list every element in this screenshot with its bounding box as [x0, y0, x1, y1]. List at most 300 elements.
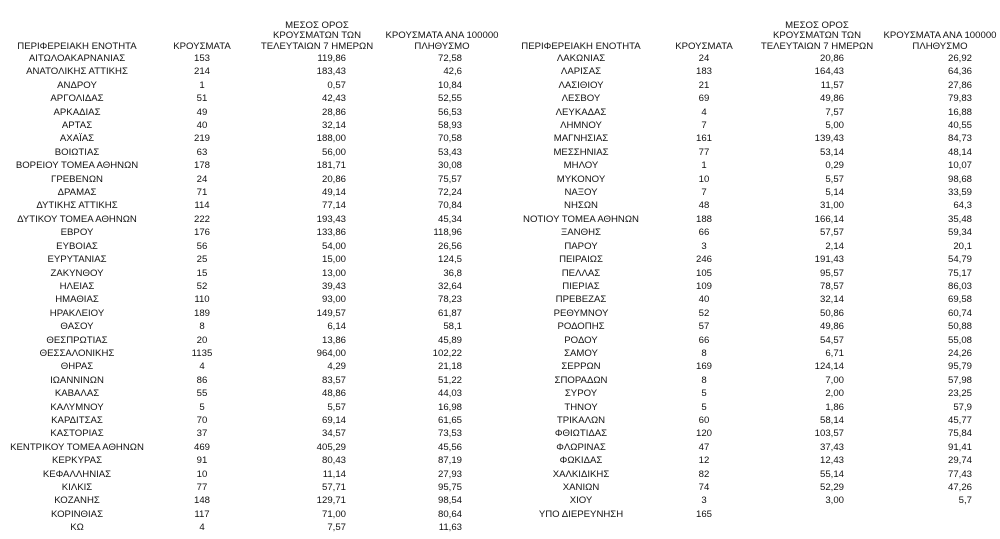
cases-per-100000-cell: 35,48	[947, 213, 972, 225]
cases-per-100000-cell: 20,1	[953, 240, 972, 252]
table-row	[2, 468, 502, 481]
region-name-cell: ΘΕΣΣΑΛΟΝΙΚΗΣ	[39, 347, 115, 359]
region-name-cell: ΜΕΣΣΗΝΙΑΣ	[553, 146, 609, 158]
table-row	[2, 334, 502, 347]
avg-7-days-cell: 5,14	[825, 187, 844, 199]
table-row	[506, 347, 998, 360]
avg-7-days-cell: 193,43	[316, 213, 346, 225]
cases-cell: 25	[196, 254, 208, 266]
cases-per-100000-cell: 70,84	[437, 200, 462, 212]
region-name-cell: ΑΝΔΡΟΥ	[57, 79, 97, 91]
cases-per-100000-cell: 11,63	[438, 522, 462, 534]
region-name-cell: ΚΟΡΙΝΘΙΑΣ	[50, 508, 104, 520]
avg-7-days-cell: 405,29	[316, 441, 346, 453]
cases-per-100000-cell: 48,14	[947, 146, 972, 158]
avg-7-days-cell: 4,29	[327, 361, 346, 373]
table-row	[2, 401, 502, 414]
cases-cell: 7	[701, 187, 707, 199]
right-header-row	[506, 10, 998, 52]
avg-7-days-cell: 48,86	[321, 388, 346, 400]
table-row	[506, 226, 998, 239]
cases-per-100000-cell: 95,79	[947, 361, 972, 373]
table-row	[506, 79, 998, 92]
table-row	[2, 414, 502, 427]
region-name-cell: ΒΟΡΕΙΟΥ ΤΟΜΕΑ ΑΘΗΝΩΝ	[15, 160, 139, 172]
avg-7-days-cell: 2,00	[825, 388, 844, 400]
table-row	[506, 186, 998, 199]
cases-per-100000-cell: 118,96	[433, 227, 462, 239]
region-name-cell: ΕΥΡΥΤΑΝΙΑΣ	[47, 254, 107, 266]
header-cases-per-100000: ΚΡΟΥΣΜΑΤΑ ΑΝΑ 100000 ΠΛΗΘΥΣΜΟ	[385, 30, 499, 52]
avg-7-days-cell: 49,14	[321, 187, 346, 199]
region-name-cell: ΝΟΤΙΟΥ ΤΟΜΕΑ ΑΘΗΝΩΝ	[523, 213, 639, 225]
table-row	[2, 320, 502, 333]
cases-cell: 4	[701, 106, 707, 118]
cases-per-100000-cell: 23,25	[947, 388, 972, 400]
avg-7-days-cell: 964,00	[316, 347, 346, 359]
avg-7-days-cell: 103,57	[814, 428, 844, 440]
table-row	[506, 293, 998, 306]
avg-7-days-cell: 37,43	[819, 441, 844, 453]
region-name-cell: ΛΗΜΝΟΥ	[560, 120, 602, 132]
cases-cell: 82	[698, 468, 710, 480]
region-name-cell: ΗΛΕΙΑΣ	[59, 280, 95, 292]
cases-cell: 120	[695, 428, 712, 440]
avg-7-days-cell: 1,86	[825, 401, 844, 413]
region-name-cell: ΞΑΝΘΗΣ	[561, 227, 601, 239]
cases-per-100000-cell: 64,36	[947, 66, 972, 78]
avg-7-days-cell: 57,71	[321, 482, 346, 493]
cases-cell: 60	[698, 414, 710, 426]
cases-per-100000-cell: 69,58	[947, 294, 972, 306]
region-name-cell: ΛΑΡΙΣΑΣ	[560, 66, 602, 78]
region-name-cell: ΛΑΣΙΘΙΟΥ	[558, 79, 604, 91]
region-name-cell: ΧΑΛΚΙΔΙΚΗΣ	[552, 468, 610, 480]
region-name-cell: ΡΟΔΟΥ	[564, 334, 598, 346]
cases-per-100000-cell: 10,07	[947, 160, 972, 172]
region-name-cell: ΧΙΟΥ	[569, 495, 593, 507]
table-row	[506, 441, 998, 454]
cases-per-100000-cell: 77,43	[947, 468, 972, 480]
table-row	[2, 347, 502, 360]
cases-per-100000-cell: 45,77	[947, 414, 972, 426]
table-row	[506, 159, 998, 172]
cases-cell: 71	[196, 187, 208, 199]
cases-cell: 5	[199, 401, 205, 413]
table-row	[2, 387, 502, 400]
avg-7-days-cell: 149,57	[316, 307, 346, 319]
avg-7-days-cell: 54,57	[819, 334, 844, 346]
cases-per-100000-cell: 57,9	[953, 401, 972, 413]
cases-per-100000-cell: 64,3	[953, 200, 972, 212]
region-name-cell: ΣΕΡΡΩΝ	[561, 361, 601, 373]
avg-7-days-cell: 80,43	[321, 455, 346, 467]
avg-7-days-cell: 28,86	[321, 106, 346, 118]
cases-per-100000-cell: 52,55	[437, 93, 462, 105]
cases-per-100000-cell: 47,26	[947, 482, 972, 493]
region-name-cell: ΗΡΑΚΛΕΙΟΥ	[49, 307, 105, 319]
table-row	[2, 427, 502, 440]
cases-per-100000-cell: 16,88	[947, 106, 972, 118]
cases-cell: 20	[196, 334, 208, 346]
cases-cell: 48	[698, 200, 710, 212]
cases-per-100000-cell: 30,08	[437, 160, 462, 172]
cases-per-100000-cell: 75,57	[437, 173, 462, 185]
region-name-cell: ΣΑΜΟΥ	[564, 347, 598, 359]
table-row	[506, 65, 998, 78]
region-name-cell: ΕΒΡΟΥ	[60, 227, 94, 239]
table-row	[506, 92, 998, 105]
header-region: ΠΕΡΙΦΕΡΕΙΑΚΗ ΕΝΟΤΗΤΑ	[521, 40, 641, 52]
cases-per-100000-cell: 80,64	[437, 508, 462, 520]
table-row	[2, 226, 502, 239]
table-row	[506, 320, 998, 333]
table-row	[2, 454, 502, 467]
table-row	[506, 374, 998, 387]
cases-cell: 109	[695, 280, 712, 292]
table-row	[2, 360, 502, 373]
cases-cell: 3	[701, 495, 707, 507]
avg-7-days-cell: 166,14	[814, 213, 844, 225]
cases-per-100000-cell: 27,93	[437, 468, 462, 480]
cases-cell: 105	[695, 267, 712, 279]
region-name-cell: ΝΗΣΩΝ	[564, 200, 598, 212]
cases-per-100000-cell: 33,59	[947, 187, 972, 199]
table-row	[2, 199, 502, 212]
avg-7-days-cell: 6,14	[327, 321, 346, 333]
cases-cell: 37	[196, 428, 208, 440]
table-row	[2, 106, 502, 119]
avg-7-days-cell: 0,29	[825, 160, 844, 172]
cases-per-100000-cell: 40,55	[947, 120, 972, 132]
header-cases: ΚΡΟΥΣΜΑΤΑ	[173, 40, 231, 52]
cases-per-100000-cell: 84,73	[947, 133, 972, 145]
cases-cell: 222	[193, 213, 210, 225]
cases-per-100000-cell: 36,8	[443, 267, 462, 279]
table-row	[506, 427, 998, 440]
cases-cell: 56	[196, 240, 208, 252]
table-row	[506, 280, 998, 293]
avg-7-days-cell: 32,14	[321, 120, 346, 132]
region-name-cell: ΘΗΡΑΣ	[60, 361, 94, 373]
cases-cell: 148	[193, 495, 210, 507]
table-row	[506, 508, 998, 521]
cases-per-100000-cell: 61,87	[437, 307, 462, 319]
cases-per-100000-cell: 102,22	[432, 347, 462, 359]
region-name-cell: ΜΑΓΝΗΣΙΑΣ	[553, 133, 609, 145]
cases-cell: 189	[193, 307, 210, 319]
avg-7-days-cell: 78,57	[819, 280, 844, 292]
table-row	[506, 360, 998, 373]
avg-7-days-cell: 13,00	[321, 267, 346, 279]
region-name-cell: ΠΑΡΟΥ	[564, 240, 598, 252]
table-row	[506, 468, 998, 481]
avg-7-days-cell: 55,14	[819, 468, 844, 480]
cases-cell: 1	[701, 160, 707, 172]
cases-cell: 4	[199, 522, 205, 534]
region-name-cell: ΠΙΕΡΙΑΣ	[562, 280, 600, 292]
avg-7-days-cell: 129,71	[316, 495, 346, 507]
cases-per-100000-cell: 78,23	[437, 294, 462, 306]
region-name-cell: ΚΟΖΑΝΗΣ	[54, 495, 100, 507]
region-name-cell: ΠΡΕΒΕΖΑΣ	[555, 294, 607, 306]
cases-cell: 4	[199, 361, 205, 373]
cases-per-100000-cell: 98,68	[947, 173, 972, 185]
avg-7-days-cell: 139,43	[814, 133, 844, 145]
region-name-cell: ΚΑΒΑΛΑΣ	[54, 388, 100, 400]
region-name-cell: ΠΕΙΡΑΙΩΣ	[559, 254, 603, 266]
cases-per-100000-cell: 79,83	[947, 93, 972, 105]
cases-cell: 15	[196, 267, 208, 279]
table-row	[2, 293, 502, 306]
cases-per-100000-cell: 87,19	[437, 455, 462, 467]
cases-cell: 117	[194, 508, 210, 520]
cases-per-100000-cell: 56,53	[437, 106, 462, 118]
table-row	[506, 481, 998, 494]
cases-cell: 7	[701, 120, 707, 132]
table-row	[2, 481, 502, 494]
left-table	[2, 10, 502, 535]
avg-7-days-cell: 20,86	[321, 173, 346, 185]
region-name-cell: ΔΡΑΜΑΣ	[57, 187, 97, 199]
avg-7-days-cell: 12,43	[819, 455, 844, 467]
avg-7-days-cell: 53,14	[819, 146, 844, 158]
avg-7-days-cell: 13,86	[321, 334, 346, 346]
cases-cell: 246	[695, 254, 712, 266]
cases-per-100000-cell: 73,53	[437, 428, 462, 440]
avg-7-days-cell: 133,86	[316, 227, 346, 239]
region-name-cell: ΔΥΤΙΚΗΣ ΑΤΤΙΚΗΣ	[36, 200, 118, 212]
cases-cell: 77	[698, 146, 710, 158]
cases-per-100000-cell: 32,64	[437, 280, 462, 292]
cases-cell: 66	[698, 227, 710, 239]
table-row	[2, 186, 502, 199]
region-name-cell: ΓΡΕΒΕΝΩΝ	[51, 173, 103, 185]
cases-cell: 219	[193, 133, 210, 145]
region-name-cell: ΧΑΝΙΩΝ	[562, 482, 600, 493]
cases-cell: 21	[698, 79, 710, 91]
cases-cell: 74	[698, 482, 710, 493]
cases-cell: 52	[698, 307, 710, 319]
cases-per-100000-cell: 50,88	[947, 321, 972, 333]
cases-per-100000-cell: 57,98	[947, 374, 972, 386]
avg-7-days-cell: 42,43	[321, 93, 346, 105]
avg-7-days-cell: 183,43	[316, 66, 346, 78]
avg-7-days-cell: 7,57	[825, 106, 844, 118]
cases-cell: 169	[695, 361, 712, 373]
avg-7-days-cell: 6,71	[825, 347, 844, 359]
cases-cell: 12	[698, 455, 710, 467]
table-row	[506, 267, 998, 280]
header-avg-7-days: ΜΕΣΟΣ ΟΡΟΣ ΚΡΟΥΣΜΑΤΩΝ ΤΩΝ ΤΕΛΕΥΤΑΙΩΝ 7 ΗΜΕΡΩΝ	[260, 19, 374, 52]
table-row	[506, 146, 998, 159]
avg-7-days-cell: 164,43	[814, 66, 844, 78]
cases-cell: 8	[199, 321, 205, 333]
cases-cell: 153	[193, 53, 210, 64]
cases-per-100000-cell: 26,56	[437, 240, 462, 252]
region-name-cell: ΣΥΡΟΥ	[564, 388, 598, 400]
cases-per-100000-cell: 51,22	[437, 374, 462, 386]
cases-cell: 52	[196, 280, 208, 292]
region-name-cell: ΑΡΚΑΔΙΑΣ	[53, 106, 101, 118]
region-name-cell: ΚΕΡΚΥΡΑΣ	[51, 455, 102, 467]
cases-per-100000-cell: 72,58	[437, 53, 462, 64]
cases-cell: 176	[193, 227, 210, 239]
cases-per-100000-cell: 45,56	[437, 441, 462, 453]
cases-per-100000-cell: 44,03	[437, 388, 462, 400]
region-name-cell: ΑΝΑΤΟΛΙΚΗΣ ΑΤΤΙΚΗΣ	[26, 66, 128, 78]
region-name-cell: ΚΩ	[70, 522, 84, 534]
table-row	[506, 454, 998, 467]
cases-per-100000-cell: 45,89	[437, 334, 462, 346]
region-name-cell: ΒΟΙΩΤΙΑΣ	[54, 146, 100, 158]
region-name-cell: ΤΗΝΟΥ	[564, 401, 598, 413]
cases-cell: 91	[196, 455, 208, 467]
region-name-cell: ΑΧΑΪΑΣ	[59, 133, 95, 145]
region-name-cell: ΚΙΛΚΙΣ	[61, 482, 93, 493]
cases-cell: 3	[701, 240, 707, 252]
cases-per-100000-cell: 58,93	[437, 120, 462, 132]
region-name-cell: ΚΕΝΤΡΙΚΟΥ ΤΟΜΕΑ ΑΘΗΝΩΝ	[10, 441, 144, 453]
cases-cell: 469	[193, 441, 210, 453]
region-name-cell: ΡΟΔΟΠΗΣ	[557, 321, 605, 333]
table-row	[506, 253, 998, 266]
table-row	[2, 307, 502, 320]
cases-per-100000-cell: 5,7	[958, 495, 972, 507]
cases-per-100000-cell: 91,41	[947, 441, 972, 453]
cases-per-100000-cell: 61,65	[437, 414, 462, 426]
table-row	[2, 146, 502, 159]
region-name-cell: ΛΑΚΩΝΙΑΣ	[556, 53, 606, 64]
cases-cell: 24	[698, 53, 710, 64]
cases-per-100000-cell: 53,43	[437, 146, 462, 158]
table-row	[506, 334, 998, 347]
cases-per-100000-cell: 16,98	[437, 401, 462, 413]
header-avg-7-days: ΜΕΣΟΣ ΟΡΟΣ ΚΡΟΥΣΜΑΤΩΝ ΤΩΝ ΤΕΛΕΥΤΑΙΩΝ 7 ΗΜΕΡΩΝ	[760, 19, 874, 52]
avg-7-days-cell: 57,57	[819, 227, 844, 239]
table-row	[2, 213, 502, 226]
cases-per-100000-cell: 75,84	[947, 428, 972, 440]
header-region: ΠΕΡΙΦΕΡΕΙΑΚΗ ΕΝΟΤΗΤΑ	[17, 40, 137, 52]
table-row	[2, 92, 502, 105]
table-row	[2, 521, 502, 534]
cases-per-100000-cell: 72,24	[437, 187, 462, 199]
avg-7-days-cell: 3,00	[825, 495, 844, 507]
table-row	[2, 494, 502, 507]
table-row	[2, 280, 502, 293]
avg-7-days-cell: 20,86	[819, 53, 844, 64]
avg-7-days-cell: 93,00	[321, 294, 346, 306]
avg-7-days-cell: 2,14	[825, 240, 844, 252]
region-name-cell: ΛΕΣΒΟΥ	[561, 93, 601, 105]
cases-cell: 69	[698, 93, 710, 105]
avg-7-days-cell: 7,57	[327, 522, 346, 534]
table-row	[506, 119, 998, 132]
avg-7-days-cell: 83,57	[321, 374, 346, 386]
table-row	[506, 132, 998, 145]
header-cases-per-100000: ΚΡΟΥΣΜΑΤΑ ΑΝΑ 100000 ΠΛΗΘΥΣΜΟ	[883, 30, 997, 52]
table-row	[506, 240, 998, 253]
cases-cell: 24	[196, 173, 208, 185]
cases-per-100000-cell: 21,18	[437, 361, 462, 373]
right-table-body	[506, 52, 998, 521]
table-row	[506, 106, 998, 119]
cases-per-100000-cell: 60,74	[947, 307, 972, 319]
cases-cell: 1	[199, 79, 205, 91]
avg-7-days-cell: 15,00	[321, 254, 346, 266]
cases-per-100000-cell: 55,08	[947, 334, 972, 346]
table-row	[2, 240, 502, 253]
table-row	[506, 52, 998, 65]
cases-per-100000-cell: 75,17	[947, 267, 972, 279]
table-row	[506, 199, 998, 212]
cases-per-100000-cell: 45,34	[437, 213, 462, 225]
cases-per-100000-cell	[882, 508, 998, 521]
region-name-cell: ΠΕΛΛΑΣ	[561, 267, 601, 279]
region-name-cell: ΘΕΣΠΡΩΤΙΑΣ	[46, 334, 108, 346]
cases-per-100000-cell: 26,92	[947, 53, 972, 64]
region-name-cell: ΛΕΥΚΑΔΑΣ	[555, 106, 607, 118]
region-name-cell: ΑΡΤΑΣ	[61, 120, 93, 132]
region-name-cell: ΖΑΚΥΝΘΟΥ	[50, 267, 104, 279]
table-row	[506, 387, 998, 400]
region-name-cell: ΙΩΑΝΝΙΝΩΝ	[50, 374, 104, 386]
cases-cell: 5	[701, 401, 707, 413]
table-row	[2, 253, 502, 266]
avg-7-days-cell: 58,14	[819, 414, 844, 426]
cases-cell: 114	[194, 200, 210, 212]
table-row	[2, 159, 502, 172]
region-name-cell: ΦΛΩΡΙΝΑΣ	[556, 441, 606, 453]
region-name-cell: ΜΥΚΟΝΟΥ	[556, 173, 606, 185]
table-row	[506, 173, 998, 186]
cases-cell: 40	[196, 120, 208, 132]
avg-7-days-cell: 7,00	[825, 374, 844, 386]
cases-cell: 63	[196, 146, 208, 158]
header-cases: ΚΡΟΥΣΜΑΤΑ	[675, 40, 733, 52]
cases-per-100000-cell: 42,6	[443, 66, 462, 78]
cases-cell: 178	[193, 160, 210, 172]
region-name-cell: ΜΗΛΟΥ	[563, 160, 599, 172]
cases-per-100000-cell: 86,03	[947, 280, 972, 292]
region-name-cell: ΝΑΞΟΥ	[564, 187, 598, 199]
region-name-cell: ΥΠΟ ΔΙΕΡΕΥΝΗΣΗ	[538, 508, 624, 520]
cases-cell: 8	[701, 347, 707, 359]
avg-7-days-cell: 49,86	[819, 93, 844, 105]
cases-cell: 57	[698, 321, 710, 333]
left-header-row	[2, 10, 502, 52]
cases-cell: 214	[193, 66, 210, 78]
region-name-cell: ΗΜΑΘΙΑΣ	[55, 294, 99, 306]
avg-7-days-cell: 119,86	[317, 53, 346, 64]
avg-7-days-cell: 56,00	[321, 146, 346, 158]
avg-7-days-cell: 71,00	[321, 508, 346, 520]
cases-per-100000-cell: 27,86	[947, 79, 972, 91]
table-row	[506, 213, 998, 226]
cases-per-100000-cell: 95,75	[437, 482, 462, 493]
avg-7-days-cell: 52,29	[819, 482, 844, 493]
cases-per-100000-cell: 124,5	[437, 254, 462, 266]
cases-per-100000-cell: 58,1	[443, 321, 462, 333]
table-row	[2, 441, 502, 454]
avg-7-days-cell: 5,57	[825, 173, 844, 185]
avg-7-days-cell: 124,14	[814, 361, 844, 373]
region-name-cell: ΚΑΛΥΜΝΟΥ	[50, 401, 104, 413]
cases-per-100000-cell: 10,84	[437, 79, 462, 91]
region-name-cell: ΚΕΦΑΛΛΗΝΙΑΣ	[42, 468, 112, 480]
table-row	[2, 267, 502, 280]
avg-7-days-cell: 54,00	[321, 240, 346, 252]
